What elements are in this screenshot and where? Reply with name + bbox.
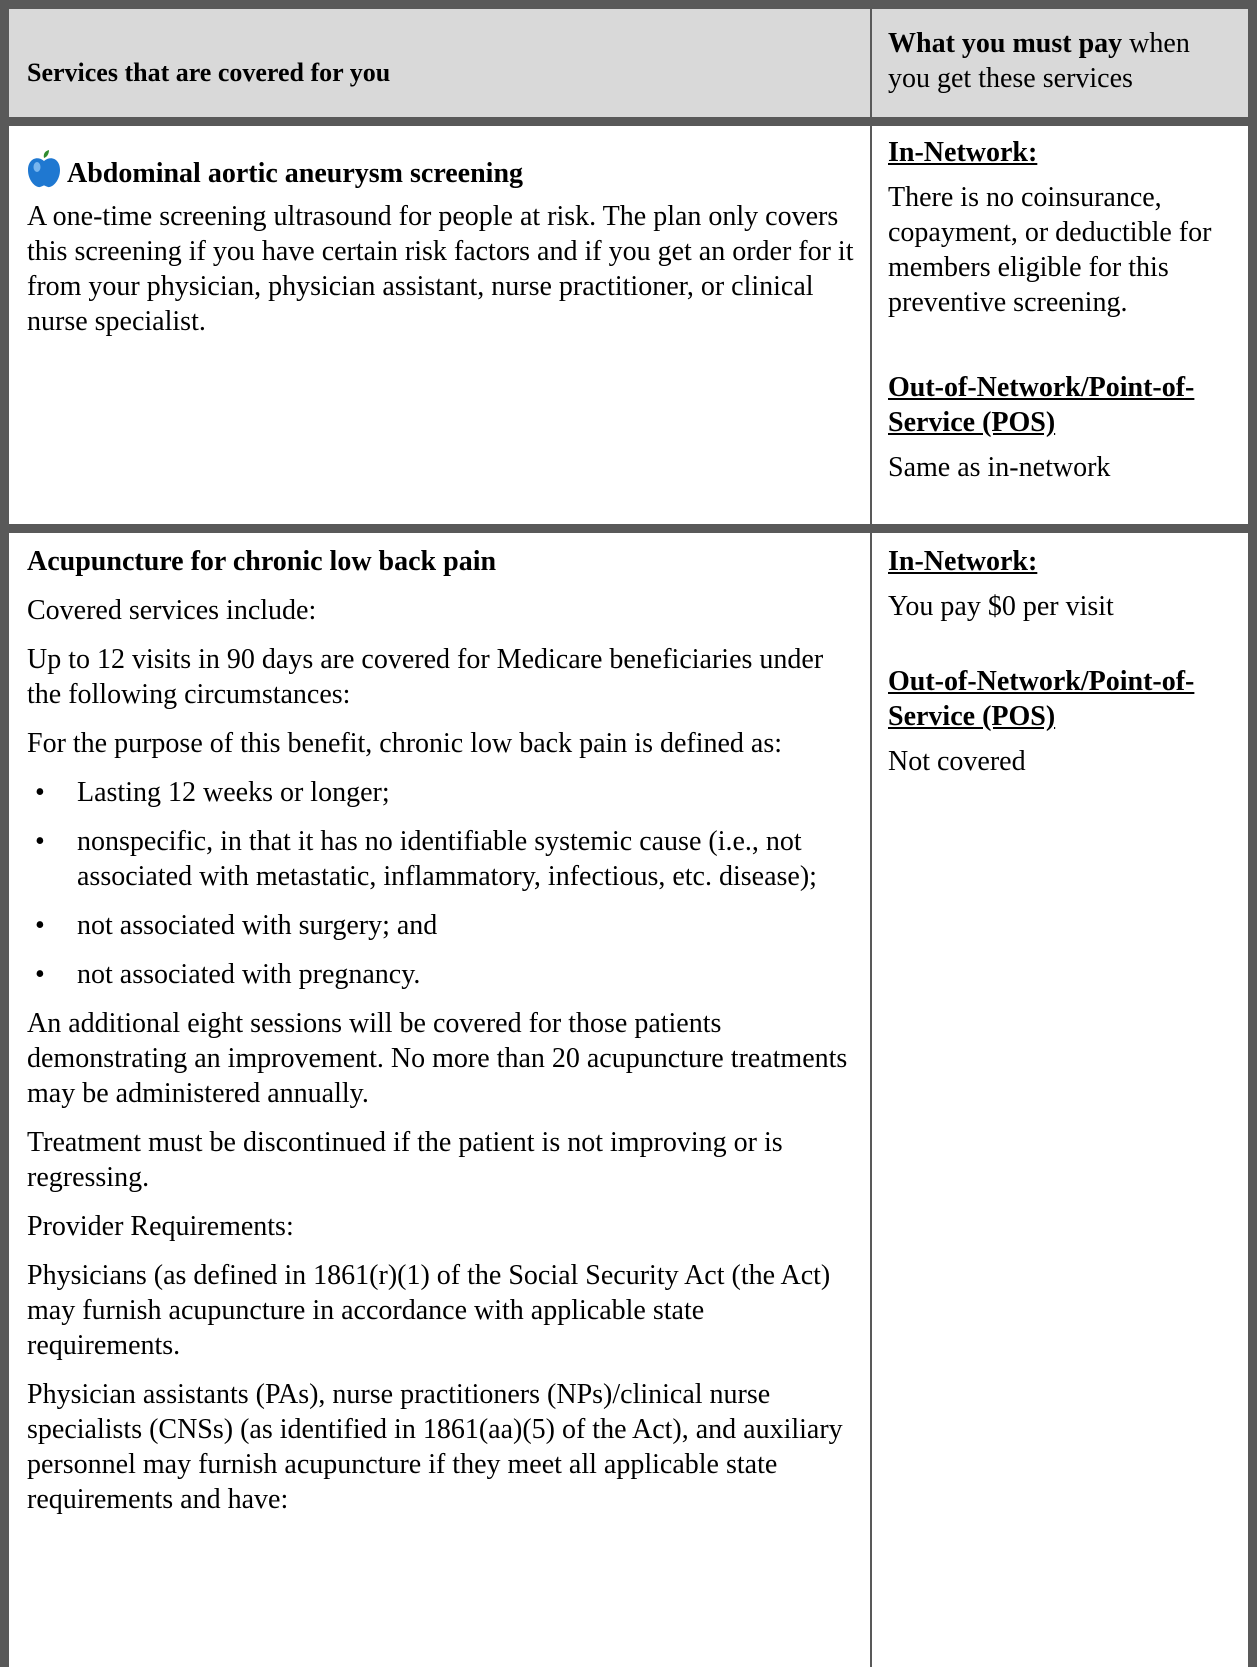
bullet-icon: • xyxy=(35,777,45,808)
table-border-top xyxy=(0,0,1257,9)
paragraph: Up to 12 visits in 90 days are covered for Medicare beneficiaries under the following circumstances: xyxy=(27,644,824,710)
in-network-label: In-Network: xyxy=(888,546,1038,577)
out-of-network-cost: Same as in-network xyxy=(888,452,1111,483)
paragraph: Physician assistants (PAs), nurse practitioners (NPs)/clinical nurse specialists (CNSs) (as identified in 1861(aa)(5) of the Act), and auxiliary personnel may furnish acupuncture if they meet all applicable state requirements and have: xyxy=(27,1379,843,1515)
paragraph: Treatment must be discontinued if the patient is not improving or is regressing. xyxy=(27,1127,783,1193)
paragraph: An additional eight sessions will be covered for those patients demonstrating an improvement. No more than 20 acupuncture treatments may be administered annually. xyxy=(27,1008,848,1109)
header-what-you-pay xyxy=(888,26,1238,96)
row-acupuncture-service xyxy=(27,544,857,1531)
list-item-text: not associated with surgery; and xyxy=(77,910,438,941)
criteria-list xyxy=(27,775,857,992)
header-what-you-pay-bold: What you must pay xyxy=(888,28,1123,59)
in-network-cost: You pay $0 per visit xyxy=(888,591,1114,622)
list-item-text: not associated with pregnancy. xyxy=(77,959,421,990)
paragraph: For the purpose of this benefit, chronic low back pain is defined as: xyxy=(27,728,783,759)
list-item-text: nonspecific, in that it has no identifiable systemic cause (i.e., not associated with metastatic, inflammatory, infectious, etc. disease); xyxy=(77,826,817,892)
out-of-network-label: Out-of-Network/Point-of-Service (POS) xyxy=(888,666,1195,732)
paragraph: Provider Requirements: xyxy=(27,1211,294,1242)
list-item xyxy=(27,957,857,992)
list-item-text: Lasting 12 weeks or longer; xyxy=(77,777,390,808)
row-aaa-cost xyxy=(888,135,1240,499)
apple-icon xyxy=(27,150,61,188)
list-item xyxy=(27,824,857,894)
out-of-network-cost: Not covered xyxy=(888,746,1026,777)
bullet-icon: • xyxy=(35,910,45,941)
paragraph: Physicians (as defined in 1861(r)(1) of the Social Security Act (the Act) may furnish acupuncture in accordance with applicable state requirements. xyxy=(27,1260,831,1361)
paragraph: Covered services include: xyxy=(27,595,317,626)
service-title: Abdominal aortic aneurysm screening xyxy=(67,158,524,189)
row-acupuncture-cost xyxy=(888,544,1240,793)
column-divider-row-1 xyxy=(870,126,872,524)
table-border-right xyxy=(1248,0,1257,1667)
out-of-network-label: Out-of-Network/Point-of-Service (POS) xyxy=(888,372,1195,438)
header-services-covered: Services that are covered for you xyxy=(27,58,391,87)
header-what-you-pay-rest: when you get these services xyxy=(888,28,1190,94)
in-network-label: In-Network: xyxy=(888,137,1038,168)
list-item xyxy=(27,775,857,810)
bullet-icon: • xyxy=(35,826,45,857)
row-divider xyxy=(0,524,1257,533)
service-description: A one-time screening ultrasound for people at risk. The plan only covers this screening if you have certain risk factors and if you get an order for it from your physician, physician assistant, nurse practitioner, or clinical nurse specialist. xyxy=(27,201,854,337)
header-divider xyxy=(0,117,1257,126)
table-border-left xyxy=(0,0,9,1667)
row-aaa-service xyxy=(27,150,857,353)
column-divider-header xyxy=(870,9,872,117)
column-divider-row-2 xyxy=(870,533,872,1667)
list-item xyxy=(27,908,857,943)
bullet-icon: • xyxy=(35,959,45,990)
service-title: Acupuncture for chronic low back pain xyxy=(27,546,497,577)
in-network-cost: There is no coinsurance, copayment, or deductible for members eligible for this preventive screening. xyxy=(888,182,1212,318)
